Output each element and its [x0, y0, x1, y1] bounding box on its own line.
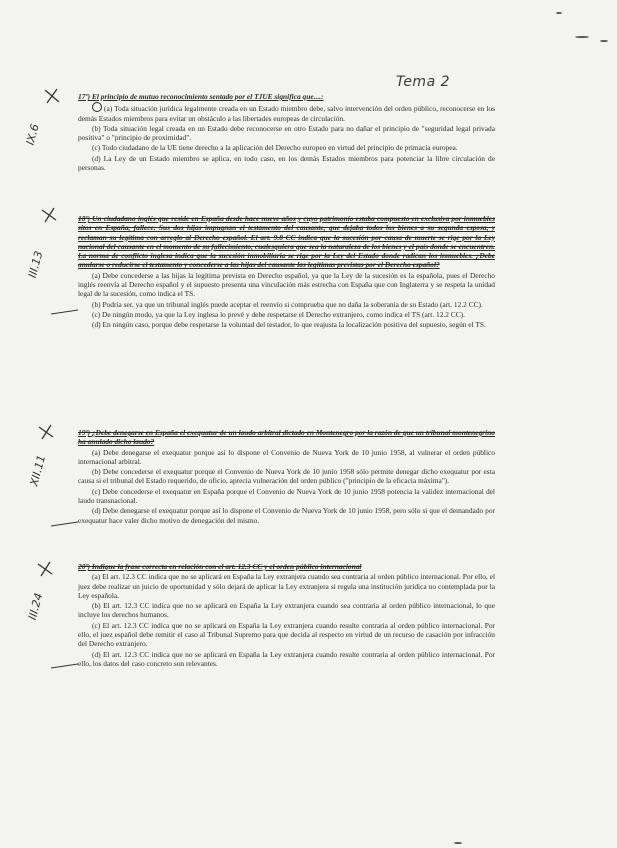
handwritten-title: Tema 2 [396, 74, 451, 90]
question-18 [78, 214, 495, 331]
pen-arrow-icon [50, 308, 80, 316]
cross-mark-icon [42, 86, 62, 106]
answer-option-a: (a) El art. 12.3 CC indica que no se aplicará en España la Ley extranjera cuando sea contraria al orden público internacional. Por ello, el juez debe realizar un juicio de oportunidad y sólo dejará de aplicar la Ley extranjera si regula una institución jurídica no contemplada por la Ley española. [78, 572, 495, 600]
answer-option-b: (b) El art. 12.3 CC indica que no se aplicará en España la Ley extranjera cuando sea contraria al orden público internacional, lo que incluye los derechos humanos. [78, 601, 495, 620]
cross-mark-icon [36, 560, 54, 578]
answer-option-c: (c) Todo ciudadano de la UE tiene derecho a la aplicación del Derecho europeo en virtud del principio de primacía europea. [92, 143, 458, 153]
question-20 [78, 562, 495, 669]
margin-note-q18: III.13 [25, 249, 46, 280]
ink-speck [600, 40, 608, 42]
answer-option-c: (c) Debe concederse el exequatur en España porque el Convenio de Nueva York de 10 junio 1958 potencia la validez internacional del laudo transnacional. [78, 486, 495, 506]
answer-circle-icon [92, 102, 102, 112]
question-title: 18º) Un ciudadano inglés que reside en España desde hace nueve años y cuyo patrimonio estaba compuesto en exclusiva por inmuebles sitos en España, fallece. Sus dos hijas impugnan el testamento del causante, que dejaba todos los bienes a su segunda esposa, y reclaman su legítima con arreglo al Derecho español. El art. 9.8 CC indica que la sucesión por causa de muerte se rige por la Ley nacional del causante en el momento de su fallecimiento, cualesquiera que sea la naturaleza de los bienes y el país donde se encuentren. La norma de conflicto inglesa indica que la sucesión inmobiliaria se rige por la Ley del Estado donde radican los inmuebles. ¿Debe anularse o reducirse el testamento y concederse a las hijas del causante las legítimas previstas por el Derecho español? [78, 214, 495, 270]
cross-mark-icon [37, 423, 55, 441]
question-title: 17º) El principio de mutuo reconocimiento sentado por el TJUE significa que....: [78, 92, 324, 101]
question-title: 19º) ¿Debe denegarse en España el exequatur de un laudo arbitral dictado en Montenegro por la razón de que un tribunal montenegrino ha anulado dicho laudo? [78, 428, 495, 447]
answer-option-b: (b) Podría ser, ya que un tribunal inglés puede aceptar el reenvío si comprueba que no daña la soberanía de su Estado (art. 12.2 CC). [92, 299, 483, 309]
margin-note-q19: XII.11 [27, 453, 49, 488]
pen-arrow-icon [50, 662, 80, 670]
answer-option-b: (b) Debe concederse el exequatur porque el Convenio de Nueva York de 10 junio 1958 sólo permite denegar dicho exequatur por esta causa si el tribunal del Estado requerido, de oficio, aprecia vulneración del orden público ("principio de la eficacia máxima"). [78, 467, 495, 486]
question-17 [78, 92, 495, 173]
answer-option-b: (b) Toda situación legal creada en un Estado debe reconocerse en otro Estado para no dañar el principio de "seguridad legal privada positiva" o "principio de proximidad". [78, 123, 495, 143]
ink-speck [454, 842, 462, 844]
question-19 [78, 428, 495, 526]
pen-arrow-icon [50, 520, 80, 528]
ink-speck [575, 36, 589, 38]
margin-note-q20: III.24 [25, 591, 46, 622]
answer-option-a: (a) Toda situación jurídica legalmente creada en un Estado miembro debe, salvo intervención del orden público, reconocerse en los demás Estados miembros para evitar un obstáculo a las libertades europeas de circulación. [78, 104, 495, 123]
answer-option-a: (a) Debe denegarse el exequatur porque así lo dispone el Convenio de Nueva York de 10 junio 1958, al vulnerar el orden público internacional arbitral. [78, 447, 495, 466]
answer-option-d: (d) En ningún caso, porque debe respetarse la voluntad del testador, lo que reajusta la localización positiva del supuesto, según el TS. [92, 320, 486, 330]
answer-option-c: (c) De ningún modo, ya que la Ley inglesa lo prevé y debe respetarse el Derecho extranjero, como indica el TS (art. 12.2 CC). [92, 309, 465, 319]
cross-mark-icon [40, 206, 58, 224]
answer-option-a: (a) Debe concederse a las hijas la legítima prevista en Derecho español, ya que la Ley de la sucesión es la española, pues el Derecho inglés reenvía al Derecho español y el supuesto presenta una vinculación más estrecha con España que con Inglaterra y se respeta la unidad legal de la sucesión, como indica el TS. [78, 270, 495, 299]
question-title: 20º) Indique la frase correcta en relación con el art. 12.3 CC y el orden público internacional [78, 562, 362, 571]
answer-option-c: (c) El art. 12.3 CC indica que no se aplicará en España la Ley extranjera cuando resulte contraria al orden público internacional. Por ello, el juez español debe remitir el caso al Tribunal Supremo para que decida al respecto en virtud de un recurso de casación por infracción del Derecho extranjero. [78, 620, 495, 649]
ink-speck [556, 12, 562, 14]
margin-note-q17: IX.6 [23, 122, 42, 147]
answer-option-d: (d) Debe denegarse el exequatur porque así lo dispone el Convenio de Nueva York de 10 junio 1958, pero sólo si que el demandado por exequatur hace valer dicho motivo de denegación del mismo. [78, 506, 495, 525]
answer-option-d: (d) La Ley de un Estado miembro se aplica, en todo caso, en los demás Estados miembros para potenciar la libre circulación de personas. [78, 153, 495, 173]
answer-option-d: (d) El art. 12.3 CC indica que no se aplicará en España la Ley extranjera cuando resulte contraria al orden público internacional. Por ello, los datos del caso concreto son relevantes. [78, 649, 495, 668]
